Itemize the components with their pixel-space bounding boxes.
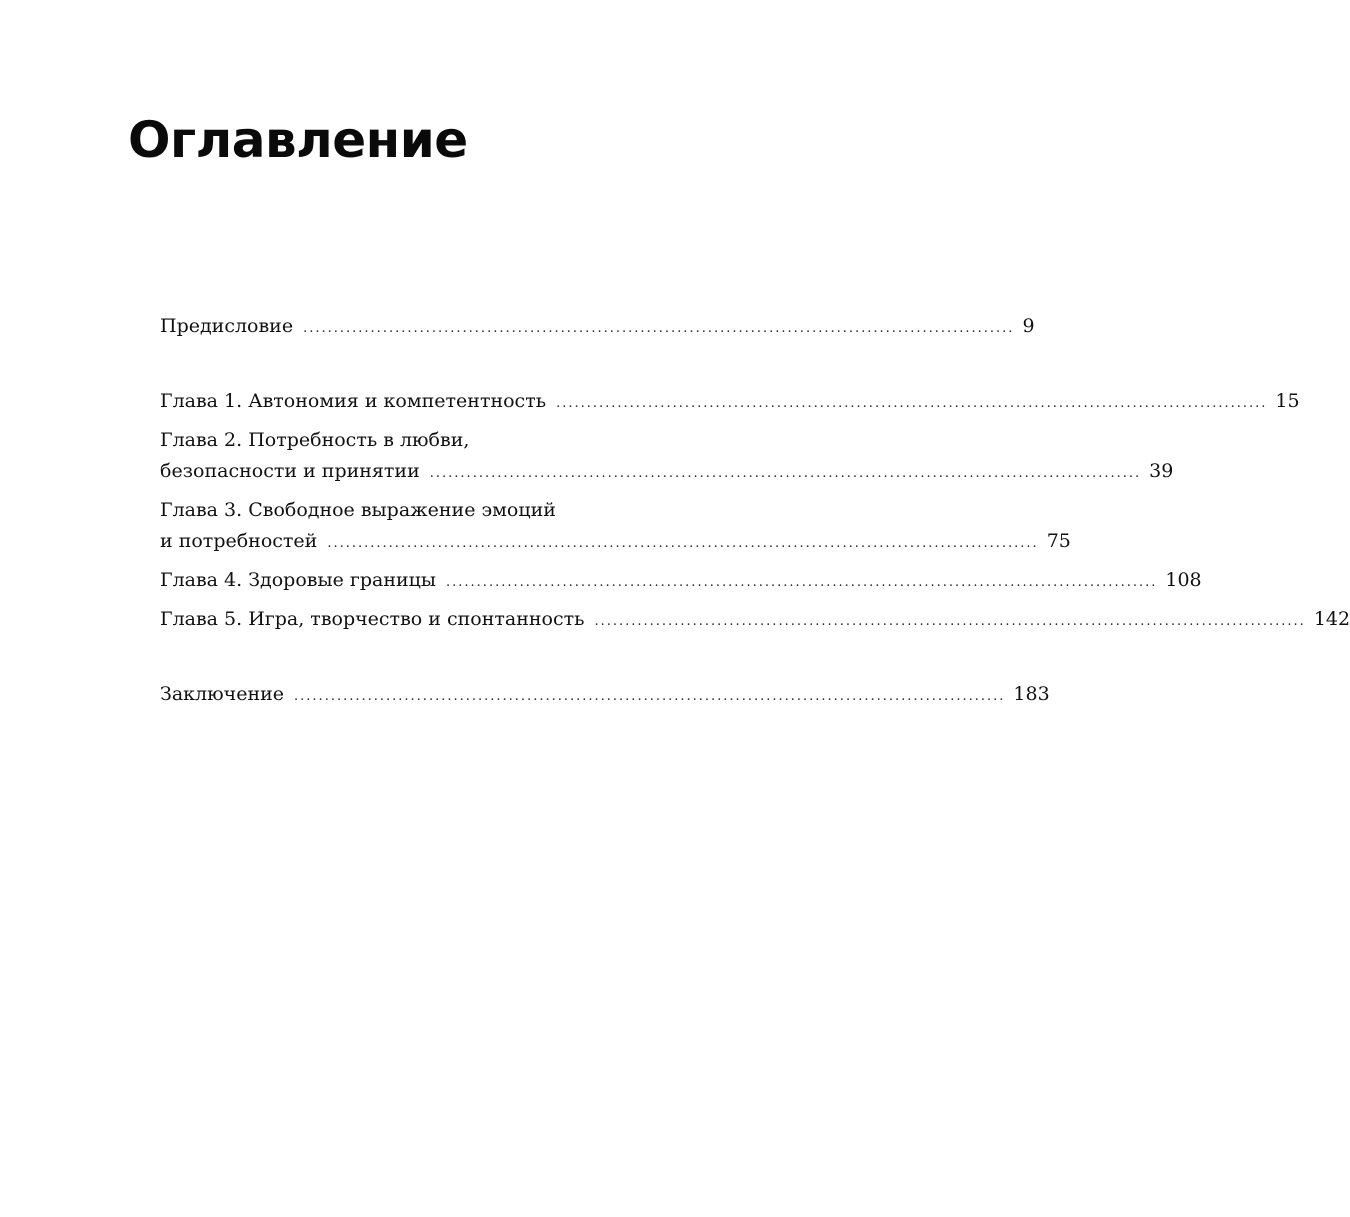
toc-entry-label: Заключение (160, 683, 285, 705)
toc-entry-label: Глава 1. Автономия и компетентность (160, 390, 547, 412)
toc-entry-label: Предисловие (160, 315, 294, 337)
dot-leader: .................................................................................................................... (556, 396, 1268, 411)
toc-entry-chapter-5[interactable] (160, 604, 1350, 637)
toc-entry-label-line2: безопасности и принятии (160, 460, 420, 482)
toc-entry-chapter-3[interactable] (160, 495, 1071, 559)
toc-page-number: 15 (1275, 390, 1300, 412)
toc-entry-label-line1: Глава 3. Свободное выражение эмоций (160, 499, 556, 521)
toc-entry-label-line2: и потребностей (160, 530, 318, 552)
toc-page-number: 142 (1313, 608, 1350, 630)
toc-entry-chapter-4[interactable] (160, 565, 1202, 598)
toc-entry-chapter-2[interactable] (160, 425, 1174, 489)
toc-entry-label: Глава 5. Игра, творчество и спонтанность (160, 608, 585, 630)
toc-entry-preface[interactable] (160, 311, 1035, 344)
page-title: Оглавление (128, 111, 468, 169)
toc-entry-conclusion[interactable] (160, 679, 1050, 712)
dot-leader: .................................................................................................................... (294, 689, 1006, 704)
toc-entry-label-line1: Глава 2. Потребность в любви, (160, 429, 470, 451)
toc-entry-label: Глава 4. Здоровые границы (160, 569, 437, 591)
toc-page-number: 108 (1165, 569, 1202, 591)
dot-leader: .................................................................................................................... (327, 536, 1039, 551)
toc-page-number: 9 (1022, 315, 1035, 337)
toc-page-number: 183 (1013, 683, 1050, 705)
table-of-contents (160, 311, 1350, 712)
toc-page-number: 75 (1046, 530, 1071, 552)
toc-entry-chapter-1[interactable] (160, 386, 1300, 419)
toc-page-number: 39 (1149, 460, 1174, 482)
dot-leader: .................................................................................................................... (303, 321, 1015, 336)
dot-leader: .................................................................................................................... (429, 466, 1142, 481)
dot-leader: .................................................................................................................... (594, 614, 1306, 629)
dot-leader: .................................................................................................................... (446, 575, 1158, 590)
